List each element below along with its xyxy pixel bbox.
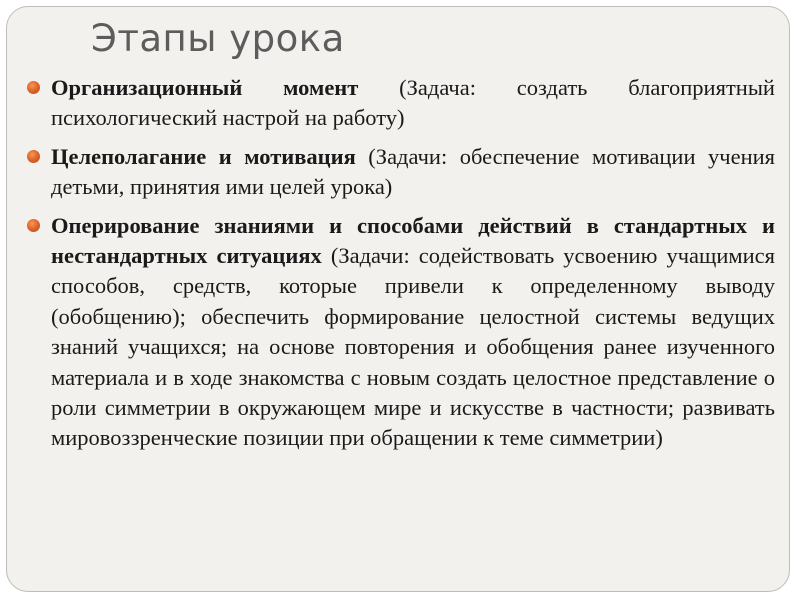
circle-bullet-icon: [27, 219, 40, 232]
bullet-item-goal-setting: [25, 142, 775, 203]
bullet-text: (Задачи: содействовать усвоению учащимися способов, средств, которые привели к определенному выводу (обобщению); обеспечить формирование целостной системы ведущих знаний учащихся; на основе повторения и обобщения ранее изученного материала и в ходе знакомства с новым создать целостное представление о роли симметрии в окружающем мире и искусстве в частности; развивать мировоззренческие позиции при обращении к теме симметрии): [51, 243, 775, 451]
bullet-heading: Оперирование знаниями и способами действий в стандартных и нестандартных ситуациях: [51, 212, 775, 269]
slide: [6, 6, 790, 592]
bullet-text: (Задача: создать благоприятный психологический настрой на работу): [51, 75, 775, 131]
slide-title: Этапы урока: [91, 17, 345, 60]
bullet-heading: Целеполагание и мотивация: [51, 143, 356, 169]
circle-bullet-icon: [27, 150, 40, 163]
circle-bullet-icon: [27, 81, 40, 94]
bullet-item-operating-knowledge: [25, 211, 775, 454]
bullet-list: [25, 73, 775, 454]
bullet-heading: Организационный момент: [51, 75, 359, 100]
bullet-text: (Задачи: обеспечение мотивации учения детьми, принятия ими целей урока): [51, 143, 776, 200]
bullet-item-organizational-moment: [25, 73, 775, 134]
